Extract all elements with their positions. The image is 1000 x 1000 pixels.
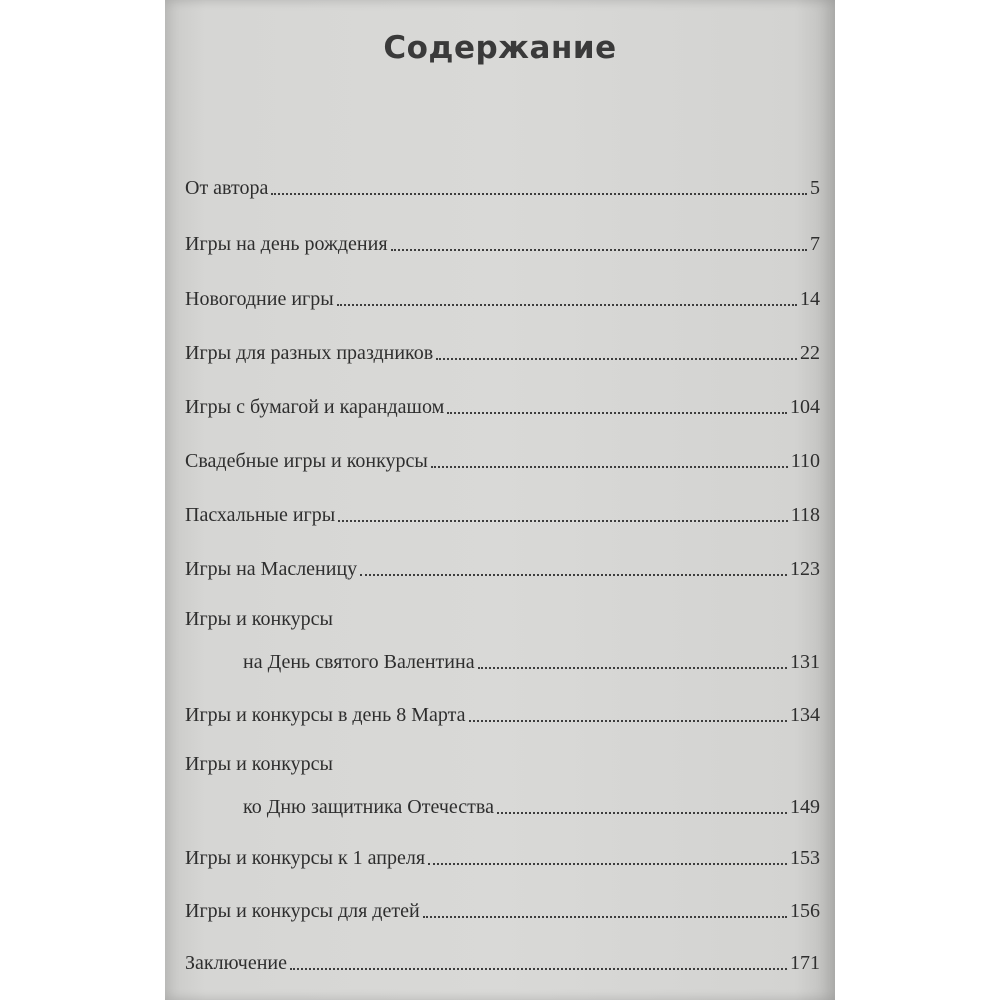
dot-leader: [360, 573, 787, 576]
dot-leader: [391, 248, 807, 251]
dot-leader: [469, 719, 787, 722]
toc-entry-page: 131: [790, 651, 820, 673]
dot-leader: [271, 192, 807, 195]
toc-entry-label: на День святого Валентина: [243, 651, 475, 673]
toc-entry-page: 104: [790, 396, 820, 418]
toc-entry-page: 156: [790, 900, 820, 922]
toc-entry-label: Игры с бумагой и карандашом: [185, 396, 445, 418]
toc-entry-page: 14: [800, 288, 820, 310]
toc-entry: [185, 232, 820, 256]
toc-entry-label: От автора: [185, 177, 269, 199]
toc-entry-label: ко Дню защитника Отечества: [243, 796, 494, 818]
toc-entry-page: 149: [790, 796, 820, 818]
toc-entry: [185, 503, 820, 527]
toc-entry: [185, 951, 820, 975]
toc-entry-label: Игры и конкурсы для детей: [185, 900, 420, 922]
toc-entry-label: Новогодние игры: [185, 288, 334, 310]
toc-entry-page: 153: [790, 847, 820, 869]
toc-entry-label: Игры на Масленицу: [185, 558, 358, 580]
toc-entry: [185, 557, 820, 581]
toc-entry: [185, 795, 820, 819]
dot-leader: [337, 303, 797, 306]
toc-entry-label-line1: Игры и конкурсы: [185, 753, 333, 775]
dot-leader: [497, 811, 787, 814]
dot-leader: [478, 666, 787, 669]
toc-entry-page: 134: [790, 704, 820, 726]
toc-entry: [185, 846, 820, 870]
toc-entry-label: Заключение: [185, 952, 287, 974]
toc-entry-label: Игры и конкурсы в день 8 Марта: [185, 704, 466, 726]
dot-leader: [431, 465, 788, 468]
toc-entry-label-line1: Игры и конкурсы: [185, 608, 333, 630]
toc-entry-page: 5: [810, 177, 820, 199]
toc-entry: [185, 341, 820, 365]
toc-entry-page: 171: [790, 952, 820, 974]
toc-entry: [185, 395, 820, 419]
toc-entry-page: 118: [790, 504, 820, 526]
toc-entry-page: 123: [790, 558, 820, 580]
toc-entry: [185, 449, 820, 473]
dot-leader: [436, 357, 797, 360]
dot-leader: [290, 967, 787, 970]
dot-leader: [423, 915, 787, 918]
toc-entry-page: 110: [790, 450, 820, 472]
toc-entry: [185, 176, 820, 200]
toc-entry: [185, 287, 820, 311]
page-title: Содержание: [383, 30, 617, 66]
toc-entry-label: Пасхальные игры: [185, 504, 336, 526]
toc-entry: [185, 899, 820, 923]
toc-entry-page: 7: [810, 233, 820, 255]
dot-leader: [447, 411, 787, 414]
toc-entry-page: 22: [800, 342, 820, 364]
dot-leader: [338, 519, 788, 522]
toc-entry: [185, 703, 820, 727]
toc-entry-label: Игры и конкурсы к 1 апреля: [185, 847, 426, 869]
toc-entry: [185, 650, 820, 674]
toc-entry-label: Свадебные игры и конкурсы: [185, 450, 428, 472]
dot-leader: [428, 862, 787, 865]
toc-entry-label: Игры на день рождения: [185, 233, 388, 255]
toc-entry-label: Игры для разных праздников: [185, 342, 434, 364]
